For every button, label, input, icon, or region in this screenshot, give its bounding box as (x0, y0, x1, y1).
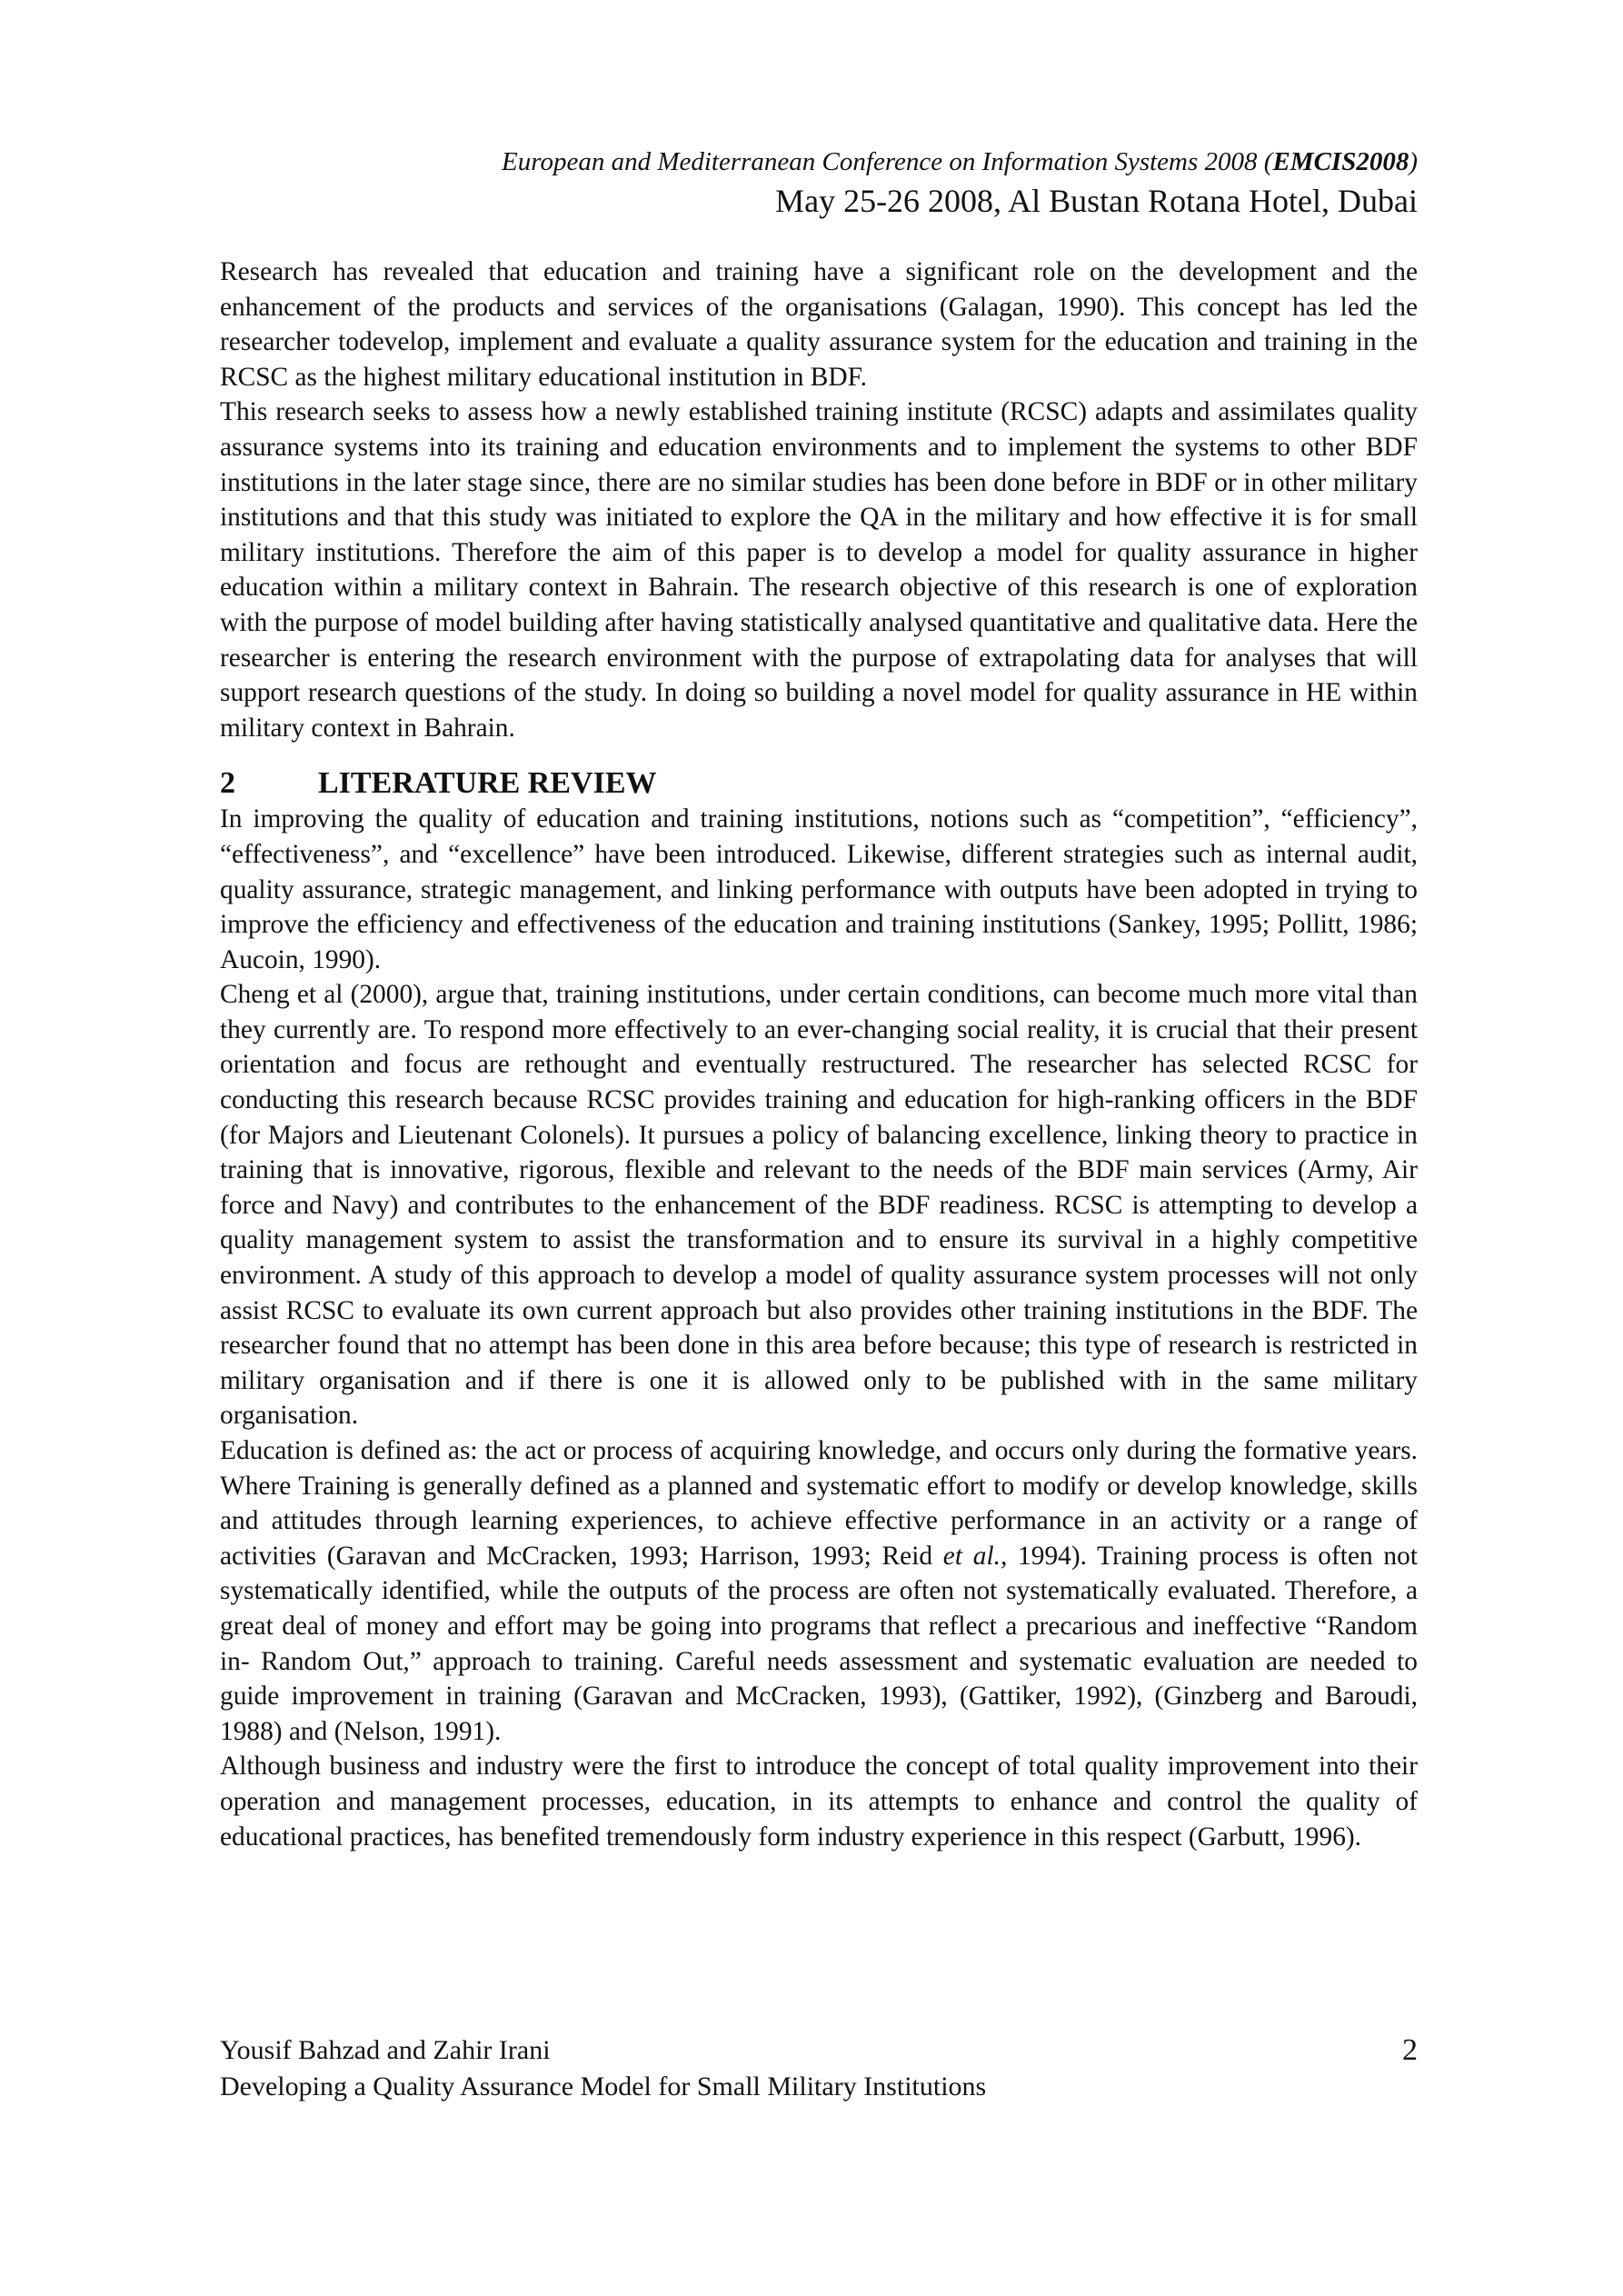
review-paragraph-3-part-1: Education is defined as: the act or process of acquiring knowledge, and occurs only during the formative years. Where Training is generally defined as a planned and systematic effort to modify or develop knowledge, skills and attitudes through learning experiences, to achieve effective performance in an activity or a range of activities (Garavan and McCracken, 1993; Harrison, 1993; Reid (220, 1436, 1418, 1571)
review-paragraph-3-part-2: 1994). Training process is often not systematically identified, while the outputs of the process are often not systematically evaluated. Therefore, a great deal of money and effort may be going into programs that reflect a precarious and ineffective “Random in- Random Out,” approach to training. Careful needs assessment and systematic evaluation are needed to guide improvement in training (Garavan and McCracken, 1993), (Gattiker, 1992), (Ginzberg and Baroudi, 1988) and (Nelson, 1991). (220, 1541, 1418, 1746)
page-number: 2 (1402, 2033, 1418, 2067)
conference-name: European and Mediterranean Conference on Information Systems 2008 ( (502, 147, 1273, 176)
running-header (220, 144, 1418, 222)
section-title: LITERATURE REVIEW (318, 766, 657, 801)
review-paragraph-4: Although business and industry were the first to introduce the concept of total quality improvement into their operation and management processes, education, in its attempts to enhance and control the quality of educational practices, has benefited tremendously form industry experience in this respect (Garbutt, 1996). (220, 1752, 1418, 1852)
conference-suffix: ) (1409, 147, 1418, 176)
intro-paragraph-1: Research has revealed that education and training have a significant role on the development and the enhancement of the products and services of the organisations (Galagan, 1990). This concept has led the researcher todevelop, implement and evaluate a quality assurance system for the education and training in the RCSC as the highest military educational institution in BDF. (220, 257, 1418, 392)
body-text (220, 255, 1418, 1854)
section-number: 2 (220, 766, 235, 801)
intro-paragraph-2: This research seeks to assess how a newly established training institute (RCSC) adapts and assimilates quality assurance systems into its training and education environments and to implement the systems to other BDF institutions in the later stage since, there are no similar studies has been done before in BDF or in other military institutions and that this study was initiated to explore the QA in the military and how effective it is for small military institutions. Therefore the aim of this paper is to develop a model for quality assurance in higher education within a military context in Bahrain. The research objective of this research is one of exploration with the purpose of model building after having statistically analysed quantitative and qualitative data. Here the researcher is entering the research environment with the purpose of extrapolating data for analyses that will support research questions of the study. In doing so building a novel model for quality assurance in HE within military context in Bahrain. (220, 397, 1418, 743)
review-paragraph-3-italic: et al., (942, 1541, 1008, 1571)
review-paragraph-1: In improving the quality of education and training institutions, notions such as “competition”, “efficiency”, “effectiveness”, and “excellence” have been introduced. Likewise, different strategies such as internal audit, quality assurance, strategic management, and linking performance with outputs have been adopted in trying to improve the efficiency and effectiveness of the education and training institutions (Sankey, 1995; Pollitt, 1986; Aucoin, 1990). (220, 804, 1418, 974)
review-paragraph-3 (220, 1433, 1418, 1749)
footer-authors: Yousif Bahzad and Zahir Irani (220, 2035, 551, 2065)
conference-abbreviation: EMCIS2008 (1272, 147, 1409, 176)
venue-line: May 25-26 2008, Al Bustan Rotana Hotel, Dubai (775, 183, 1418, 219)
section-heading (220, 765, 1418, 802)
page-footer (220, 2032, 1418, 2105)
footer-paper-title: Developing a Quality Assurance Model for Small Military Institutions (220, 2071, 987, 2101)
conference-line (220, 144, 1418, 180)
review-paragraph-2: Cheng et al (2000), argue that, training institutions, under certain conditions, can become much more vital than they currently are. To respond more effectively to an ever-changing social reality, it is crucial that their present orientation and focus are rethought and eventually restructured. The researcher has selected RCSC for conducting this research because RCSC provides training and education for high-ranking officers in the BDF (for Majors and Lieutenant Colonels). It pursues a policy of balancing excellence, linking theory to practice in training that is innovative, rigorous, flexible and relevant to the needs of the BDF main services (Army, Air force and Navy) and contributes to the enhancement of the BDF readiness. RCSC is attempting to develop a quality management system to assist the transformation and to ensure its survival in a highly competitive environment. A study of this approach to develop a model of quality assurance system processes will not only assist RCSC to evaluate its own current approach but also provides other training institutions in the BDF. The researcher found that no attempt has been done in this area before because; this type of research is restricted in military organisation and if there is one it is allowed only to be published with in the same military organisation. (220, 980, 1418, 1431)
